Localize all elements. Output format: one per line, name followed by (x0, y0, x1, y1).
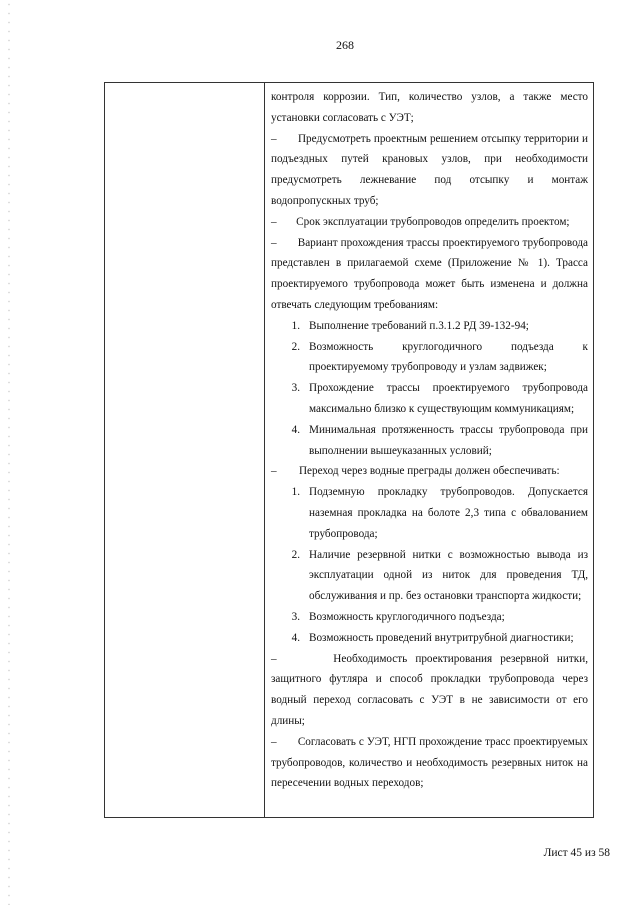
table-right-cell (265, 83, 593, 817)
list-number: 2. (291, 548, 300, 561)
paragraph-agree-routes: – Согласовать с УЭТ, НГП прохождение трасс проектируемых трубопроводов, количество и необходимость резервных ниток на пересечении водных переходов; (271, 735, 588, 790)
list-text: Прохождение трассы проектируемого трубопровода максимально близко к существующим коммуникациям; (309, 382, 588, 415)
list-item (271, 420, 588, 462)
list-text: Возможность круглогодичного подъезда; (309, 610, 505, 623)
paragraph-service-life: – Срок эксплуатации трубопроводов определить проектом; (271, 215, 570, 228)
page-number: 268 (336, 38, 354, 52)
sheet-number: Лист 45 из 58 (543, 847, 610, 859)
paragraph-route-variant: – Вариант прохождения трассы проектируемого трубопровода представлен в прилагаемой схеме (Приложение № 1). Трасса проектируемого трубопровода может быть изменена и должна отвечать следующим требованиям: (271, 236, 588, 311)
list-item (271, 337, 588, 379)
paragraph-backfill: – Предусмотреть проектным решением отсыпку территории и подъездных путей крановых узлов, при необходимости предусмотреть лежневание под отсыпку и монтаж водопропускных труб; (271, 132, 588, 207)
list-item (271, 316, 588, 337)
paragraph-corrosion-control: контроля коррозии. Тип, количество узлов, а также место установки согласовать с УЭТ; (271, 91, 588, 124)
requirements-table (104, 82, 594, 818)
list-text: Наличие резервной нитки с возможностью вывода из эксплуатации одной из ниток для проведения ТД, обслуживания и пр. без остановки транспорта жидкости; (309, 548, 588, 603)
list-text: Возможность круглогодичного подъезда к проектируемому трубопроводу и узлам задвижек; (309, 340, 588, 374)
list-number: 2. (291, 340, 300, 353)
list-number: 1. (291, 486, 300, 499)
list-text: Подземную прокладку трубопроводов. Допускается наземная прокладка на болоте 2,3 типа с обвалованием трубопровода; (309, 486, 588, 540)
list-item (271, 545, 588, 607)
paragraph-water-crossing: – Переход через водные преграды должен обеспечивать: (271, 465, 560, 478)
list-item (271, 607, 588, 628)
list-item (271, 378, 588, 420)
list-number: 3. (291, 610, 300, 623)
list-item (271, 482, 588, 544)
route-requirements-list (271, 316, 588, 462)
scan-edge-artifact (8, 0, 10, 905)
list-number: 4. (291, 631, 300, 644)
list-number: 1. (291, 319, 300, 332)
list-text: Возможность проведений внутритрубной диагностики; (309, 631, 574, 644)
list-number: 3. (291, 382, 300, 395)
table-left-cell (105, 83, 265, 817)
list-number: 4. (291, 423, 300, 436)
list-text: Выполнение требований п.3.1.2 РД 39-132-94; (309, 319, 529, 332)
paragraph-reserve-line: – Необходимость проектирования резервной нитки, защитного футляра и способ прокладки трубопровода через водный переход согласовать с УЭТ в не зависимости от его длины; (271, 652, 588, 727)
list-text: Минимальная протяженность трассы трубопровода при выполнении вышеуказанных условий; (309, 423, 588, 457)
water-crossing-requirements-list (271, 482, 588, 648)
list-item (271, 628, 588, 649)
